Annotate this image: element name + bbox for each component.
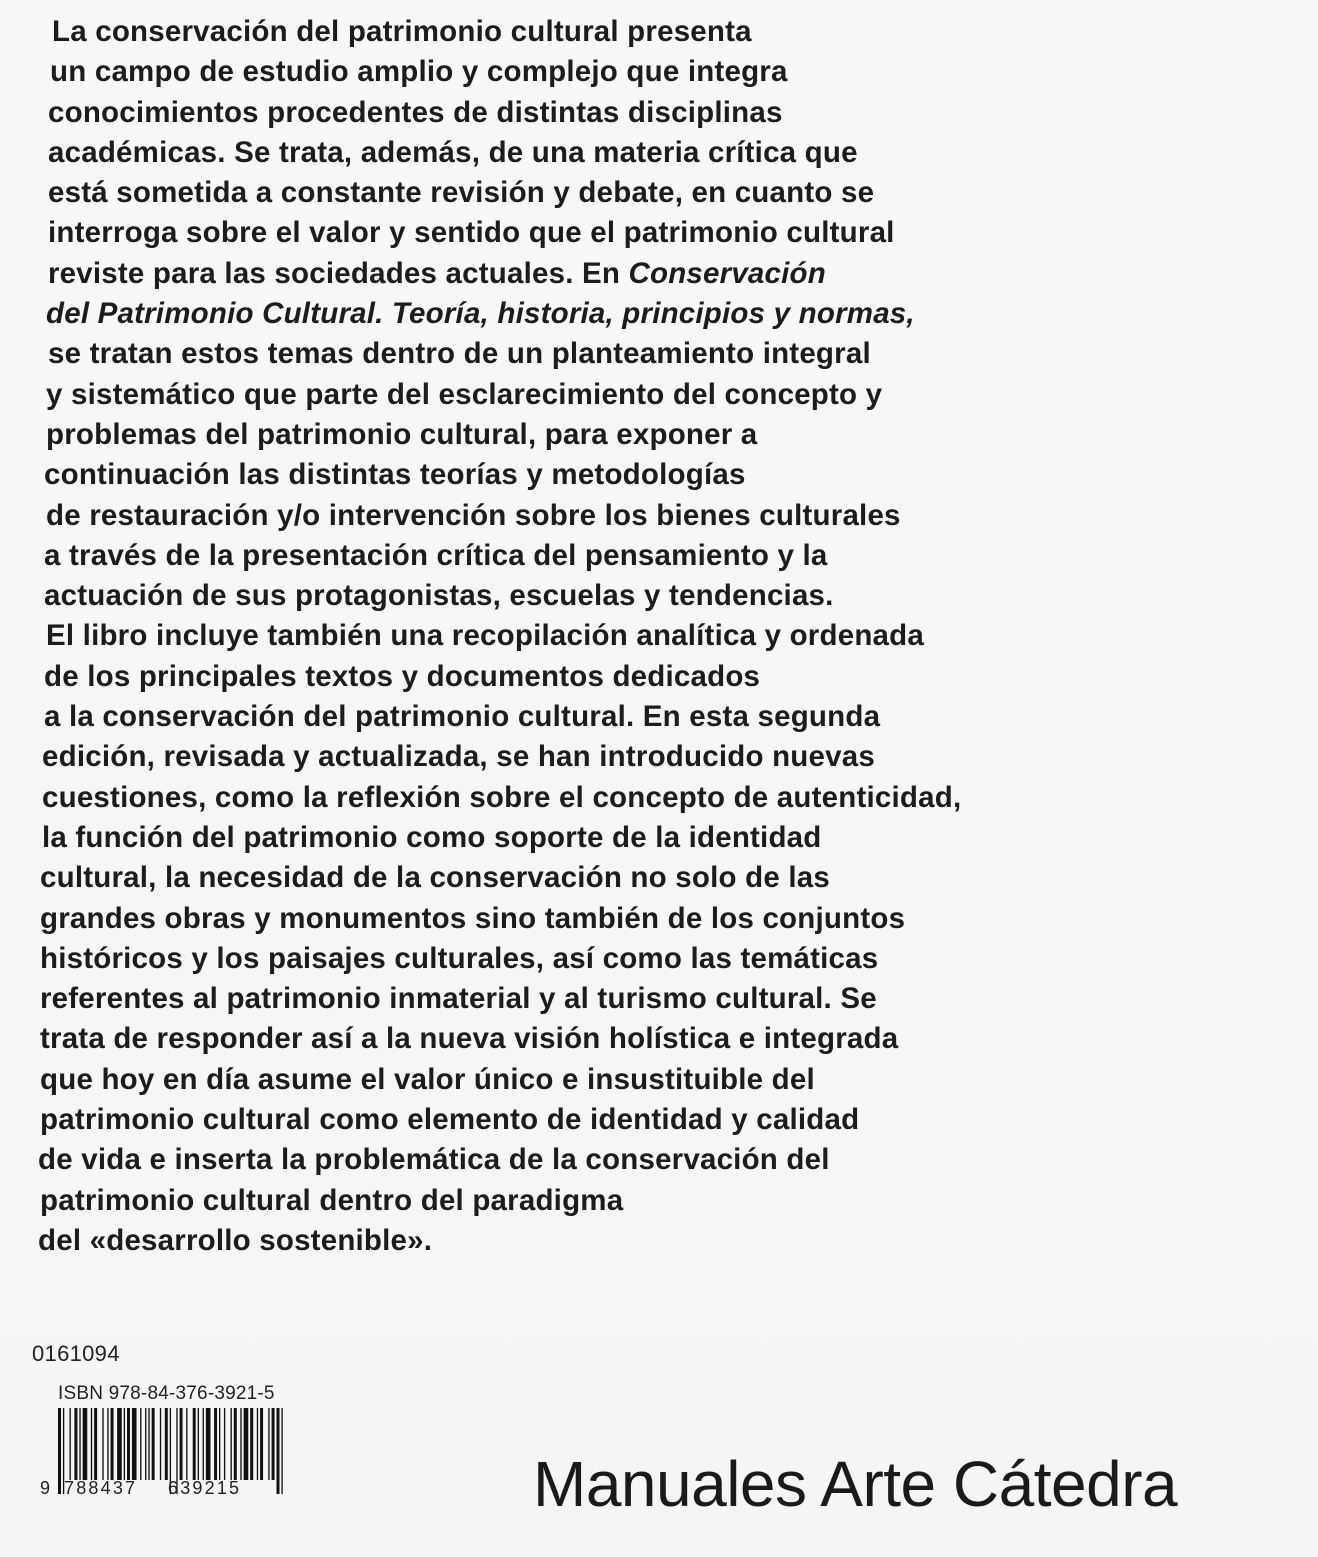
barcode-bar <box>107 1408 108 1480</box>
blurb-line-text: académicas. Se trata, además, de una materia crítica que <box>48 135 858 169</box>
barcode-bar <box>257 1408 258 1480</box>
blurb-line-text: grandes obras y monumentos sino también de los conjuntos <box>40 901 906 935</box>
blurb-line <box>46 294 1104 334</box>
blurb-line-text: del «desarrollo sostenible». <box>38 1223 433 1257</box>
blurb-line-text: está sometida a constante revisión y debate, en cuanto se <box>48 176 875 210</box>
barcode-bar <box>111 1408 114 1480</box>
blurb-line <box>52 12 1104 52</box>
barcode-bar <box>145 1408 146 1480</box>
barcode-bar <box>272 1408 275 1480</box>
barcode-bar <box>206 1408 211 1480</box>
blurb-line <box>48 173 1104 213</box>
barcode-bar <box>70 1408 71 1480</box>
barcode-bar <box>79 1408 80 1480</box>
blurb-line-text: referentes al patrimonio inmaterial y al turismo cultural. Se <box>40 982 877 1016</box>
blurb-line <box>38 1140 1104 1180</box>
blurb-line-text: y sistemático que parte del esclarecimiento del concepto y <box>46 377 883 411</box>
blurb-line-text: trata de responder así a la nueva visión holística e integrada <box>40 1022 899 1056</box>
blurb-line <box>42 778 1104 818</box>
blurb-line-text: La conservación del patrimonio cultural presenta <box>52 15 752 48</box>
barcode-digits <box>40 1478 278 1499</box>
barcode-bar <box>91 1408 92 1480</box>
isbn-label: ISBN 978-84-376-3921-5 <box>58 1383 275 1404</box>
blurb-line-text: a través de la presentación crítica del pensamiento y la <box>44 538 828 572</box>
blurb-line <box>40 1060 1104 1100</box>
barcode-digit-group-2: 639215 <box>168 1478 242 1498</box>
blurb-line <box>40 939 1104 979</box>
barcode-digit-group-1: 788437 <box>64 1478 138 1498</box>
blurb-line <box>46 616 1104 656</box>
blurb-line-text: conocimientos procedentes de distintas disciplinas <box>48 95 783 129</box>
barcode-bar <box>250 1408 253 1480</box>
barcode-bar <box>148 1408 149 1480</box>
barcode-bar <box>152 1408 155 1480</box>
barcode-bar <box>94 1408 97 1480</box>
barcode-bar <box>140 1408 141 1480</box>
blurb-line <box>40 1019 1104 1059</box>
blurb-line <box>50 52 1104 92</box>
blurb-line <box>48 254 1104 294</box>
barcode-bar <box>124 1408 125 1480</box>
blurb-line <box>48 93 1104 133</box>
blurb-line-text: un campo de estudio amplio y complejo que integra <box>50 55 788 89</box>
barcode-bar <box>102 1408 103 1480</box>
barcode-bar <box>132 1408 137 1480</box>
catalog-code: 0161094 <box>32 1341 120 1366</box>
blurb-line <box>48 334 1104 374</box>
blurb-line <box>44 657 1104 697</box>
blurb-line <box>42 818 1104 858</box>
blurb-line <box>40 1181 1104 1221</box>
blurb-line <box>40 1100 1104 1140</box>
barcode-bar <box>186 1408 187 1480</box>
blurb-line-text: se tratan estos temas dentro de un planteamiento integral <box>48 337 871 371</box>
barcode-bar <box>214 1408 217 1480</box>
blurb-line <box>44 536 1104 576</box>
blurb-line <box>44 455 1104 495</box>
blurb-line <box>46 415 1104 455</box>
blurb-line-text: a la conservación del patrimonio cultural. En esta segunda <box>44 700 881 734</box>
barcode-bar <box>198 1408 199 1480</box>
blurb-line-text: El libro incluye también una recopilación analítica y ordenada <box>46 619 924 653</box>
barcode-digit-prefix: 9 <box>40 1478 51 1498</box>
barcode-bar <box>240 1408 241 1480</box>
barcode-bar <box>244 1408 249 1480</box>
blurb-line-text: del Patrimonio Cultural. Teoría, historia, principios y normas, <box>46 297 915 331</box>
barcode-bar <box>260 1408 263 1480</box>
blurb-line <box>46 375 1104 415</box>
barcode-bar <box>127 1408 130 1480</box>
blurb-line-text: de vida e inserta la problemática de la conservación del <box>38 1143 830 1177</box>
blurb-line <box>44 576 1104 616</box>
blurb-line <box>48 213 1104 253</box>
barcode-bar <box>180 1408 183 1480</box>
barcode-bar <box>74 1408 77 1480</box>
blurb-line-text: interroga sobre el valor y sentido que el patrimonio cultural <box>48 216 895 250</box>
barcode-bar <box>193 1408 196 1480</box>
blurb-line-text: problemas del patrimonio cultural, para exponer a <box>46 417 758 451</box>
blurb-line <box>38 1221 1104 1261</box>
barcode-bar <box>160 1408 161 1480</box>
series-title: Manuales Arte Cátedra <box>533 1448 1178 1520</box>
blurb-line-text: cultural, la necesidad de la conservación no solo de las <box>40 861 830 895</box>
blurb-line-text: históricos y los paisajes culturales, así como las temáticas <box>40 941 879 975</box>
blurb-line <box>48 133 1104 173</box>
barcode-bar <box>231 1408 232 1480</box>
blurb-line-text: de los principales textos y documentos dedicados <box>44 659 761 693</box>
blurb-line-text: reviste para las sociedades actuales. En <box>48 256 629 290</box>
barcode-bar <box>117 1408 122 1480</box>
blurb-line-text: la función del patrimonio como soporte de la identidad <box>42 820 822 854</box>
blurb-line <box>40 979 1104 1019</box>
blurb-line <box>42 737 1104 777</box>
barcode-bar <box>268 1408 269 1480</box>
blurb-line-text: edición, revisada y actualizada, se han introducido nuevas <box>42 740 875 774</box>
blurb-line-text: que hoy en día asume el valor único e insustituible del <box>40 1062 815 1096</box>
blurb-line-text: actuación de sus protagonistas, escuelas y tendencias. <box>44 579 834 613</box>
barcode-bar <box>224 1408 225 1480</box>
barcode-bar <box>165 1408 168 1480</box>
blurb-line-italic: Conservación <box>628 256 826 290</box>
blurb-line <box>46 496 1104 536</box>
blurb-line-text: de restauración y/o intervención sobre los bienes culturales <box>46 498 901 532</box>
blurb-text <box>38 12 1104 1261</box>
barcode-bar <box>219 1408 220 1480</box>
barcode-bar <box>281 1408 282 1494</box>
blurb-line <box>44 697 1104 737</box>
blurb-line <box>40 899 1104 939</box>
blurb-line-text: cuestiones, como la reflexión sobre el concepto de autenticidad, <box>42 780 962 814</box>
blurb-line <box>40 858 1104 898</box>
blurb-line-text: patrimonio cultural como elemento de identidad y calidad <box>40 1103 860 1137</box>
barcode-bar <box>83 1408 88 1480</box>
barcode-bar <box>234 1408 237 1480</box>
blurb-line-text: patrimonio cultural dentro del paradigma <box>40 1183 624 1217</box>
barcode-bar <box>203 1408 204 1480</box>
blurb-line-text: continuación las distintas teorías y metodologías <box>44 458 746 492</box>
